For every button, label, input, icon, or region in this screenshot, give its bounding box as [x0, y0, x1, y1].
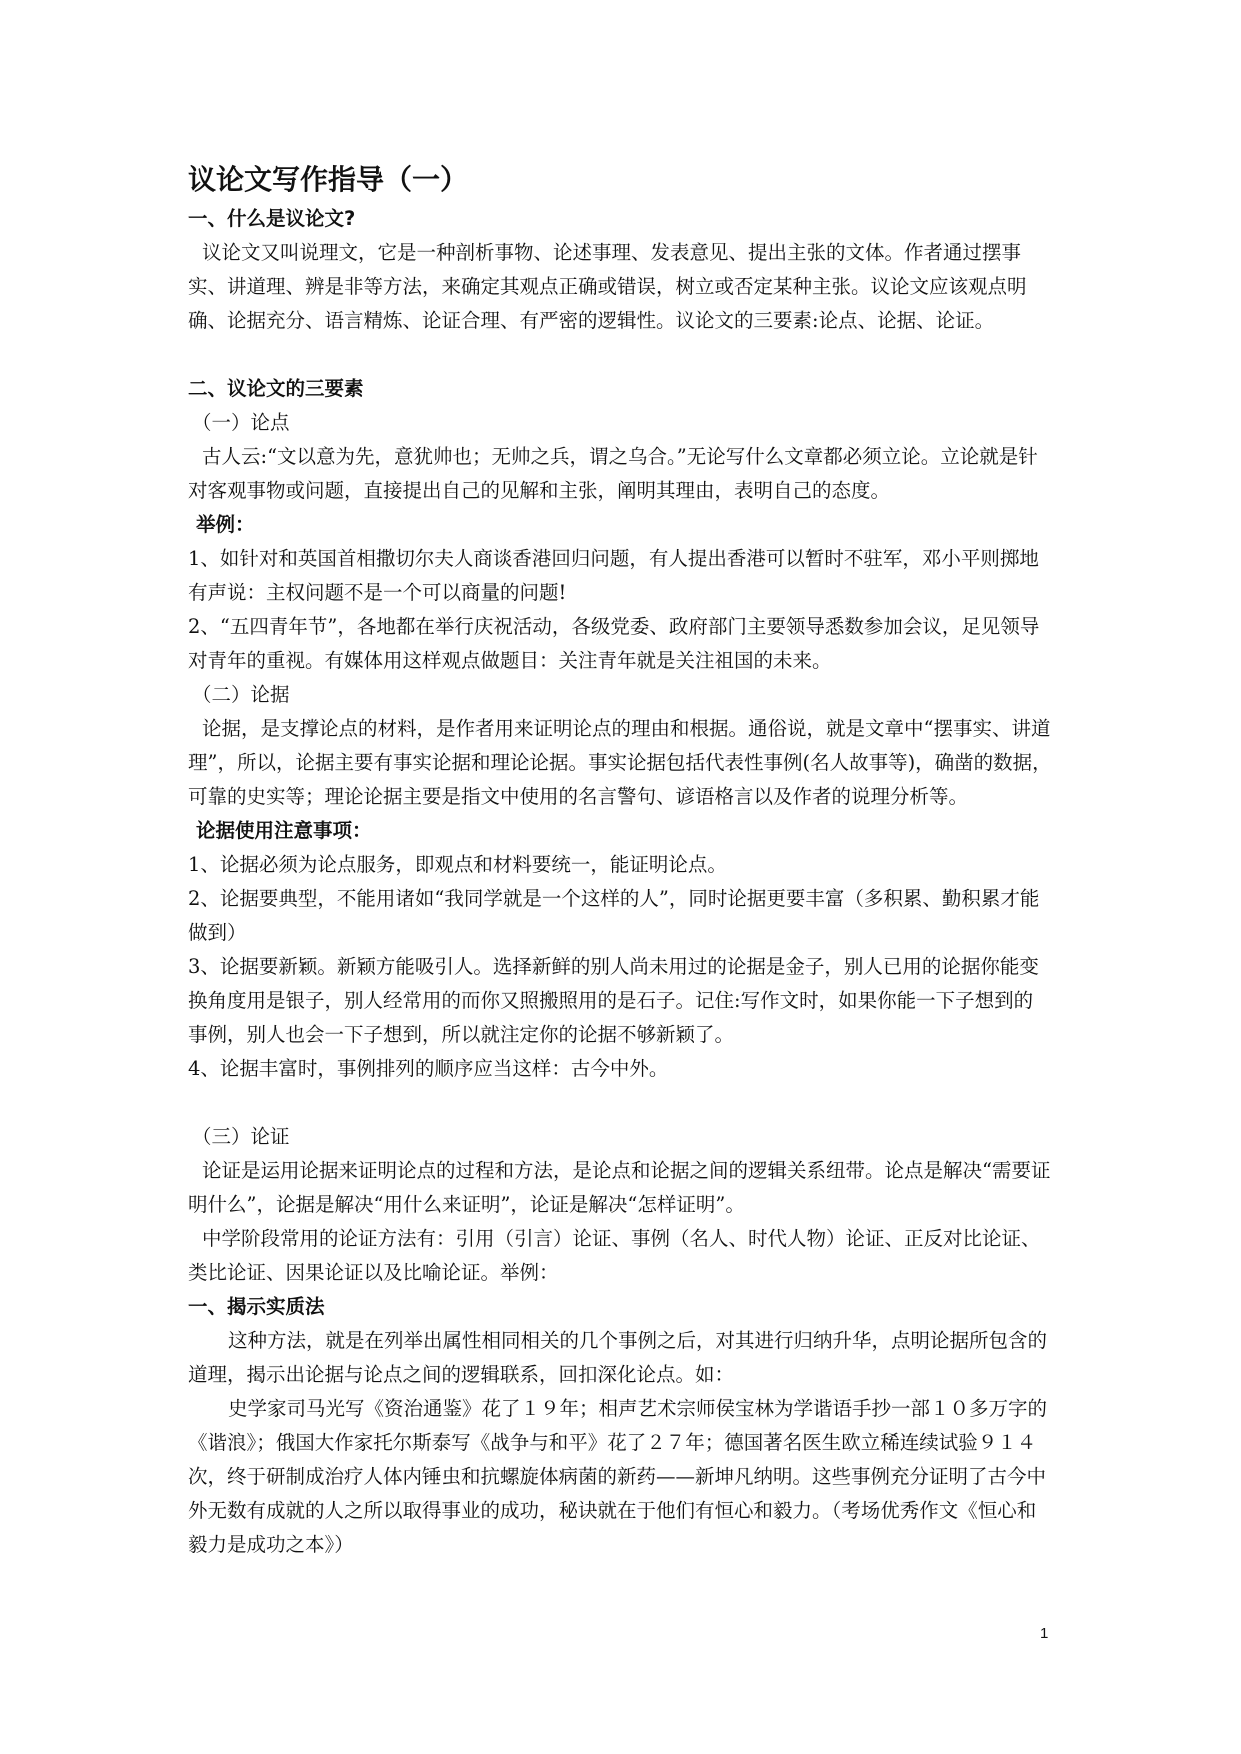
list-item: 1、论据必须为论点服务，即观点和材料要统一，能证明论点。	[188, 853, 727, 876]
lunzheng-heading: （三）论证	[192, 1125, 290, 1148]
example-list	[188, 542, 1052, 678]
lunju-heading: （二）论据	[192, 683, 290, 706]
list-item: 3、论据要新颖。新颖方能吸引人。选择新鲜的别人尚未用过的论据是金子，别人已用的论据你能变换角度用是银子，别人经常用的而你又照搬照用的是石子。记住:写作文时，如果你能一下子想到的事例，别人也会一下子想到，所以就注定你的论据不够新颖了。	[188, 955, 1039, 1046]
list-item: 4、论据丰富时，事例排列的顺序应当这样：古今中外。	[188, 1057, 669, 1080]
lunju-paragraph: 论据，是支撑论点的材料，是作者用来证明论点的理由和根据。通俗说，就是文章中“摆事实、讲道理”，所以，论据主要有事实论据和理论论据。事实论据包括代表性事例(名人故事等)，确凿的数据，可靠的史实等；理论论据主要是指文中使用的名言警句、谚语格言以及作者的说理分析等。	[188, 717, 1052, 808]
method1-paragraph-1: 这种方法，就是在列举出属性相同相关的几个事例之后，对其进行归纳升华，点明论据所包含的道理，揭示出论据与论点之间的逻辑联系，回扣深化论点。如：	[188, 1329, 1048, 1386]
method1-heading: 一、揭示实质法	[188, 1295, 325, 1318]
list-item: 2、论据要典型，不能用诸如“我同学就是一个这样的人”，同时论据更要丰富（多积累、勤积累才能做到）	[188, 887, 1040, 944]
section1-paragraph: 议论文又叫说理文，它是一种剖析事物、论述事理、发表意见、提出主张的文体。作者通过摆事实、讲道理、辨是非等方法，来确定其观点正确或错误，树立或否定某种主张。议论文应该观点明确、论据充分、语言精炼、论证合理、有严密的逻辑性。议论文的三要素:论点、论据、论证。	[188, 241, 1027, 332]
page-number: 1	[1040, 1625, 1049, 1642]
example-label: 举例：	[196, 513, 255, 536]
lunzheng-paragraph-2: 中学阶段常用的论证方法有：引用（引言）论证、事例（名人、时代人物）论证、正反对比论证、类比论证、因果论证以及比喻论证。举例：	[188, 1227, 1041, 1284]
method1-paragraph-2: 史学家司马光写《资治通鉴》花了１９年；相声艺术宗师侯宝林为学谐语手抄一部１０多万字的《谐浪》；俄国大作家托尔斯泰写《战争与和平》花了２７年；德国著名医生欧立稀连续试验９１４次，终于研制成治疗人体内锤虫和抗螺旋体病菌的新药——新坤凡纳明。这些事例充分证明了古今中外无数有成就的人之所以取得事业的成功，秘诀就在于他们有恒心和毅力。（考场优秀作文《恒心和毅力是成功之本》）	[188, 1397, 1048, 1556]
list-item: 2、“五四青年节”，各地都在举行庆祝活动，各级党委、政府部门主要领导悉数参加会议，足见领导对青年的重视。有媒体用这样观点做题目：关注青年就是关注祖国的未来。	[188, 615, 1040, 672]
document-body	[188, 158, 1052, 1562]
section2-heading: 二、议论文的三要素	[188, 377, 364, 400]
lunzheng-paragraph-1: 论证是运用论据来证明论点的过程和方法，是论点和论据之间的逻辑关系纽带。论点是解决“需要证明什么”，论据是解决“用什么来证明”，论证是解决“怎样证明”。	[188, 1159, 1051, 1216]
list-item: 1、如针对和英国首相撒切尔夫人商谈香港回归问题，有人提出香港可以暂时不驻军，邓小平则掷地有声说：主权问题不是一个可以商量的问题!	[188, 547, 1039, 604]
section1-heading: 一、什么是议论文?	[188, 207, 356, 230]
page-title: 议论文写作指导（一）	[188, 163, 469, 196]
lundian-heading: （一）论点	[192, 411, 290, 434]
notes-label: 论据使用注意事项：	[196, 819, 372, 842]
lundian-paragraph: 古人云:“文以意为先，意犹帅也；无帅之兵，谓之乌合。”无论写什么文章都必须立论。立论就是针对客观事物或问题，直接提出自己的见解和主张，阐明其理由，表明自己的态度。	[188, 445, 1038, 502]
notes-list	[188, 848, 1052, 1086]
